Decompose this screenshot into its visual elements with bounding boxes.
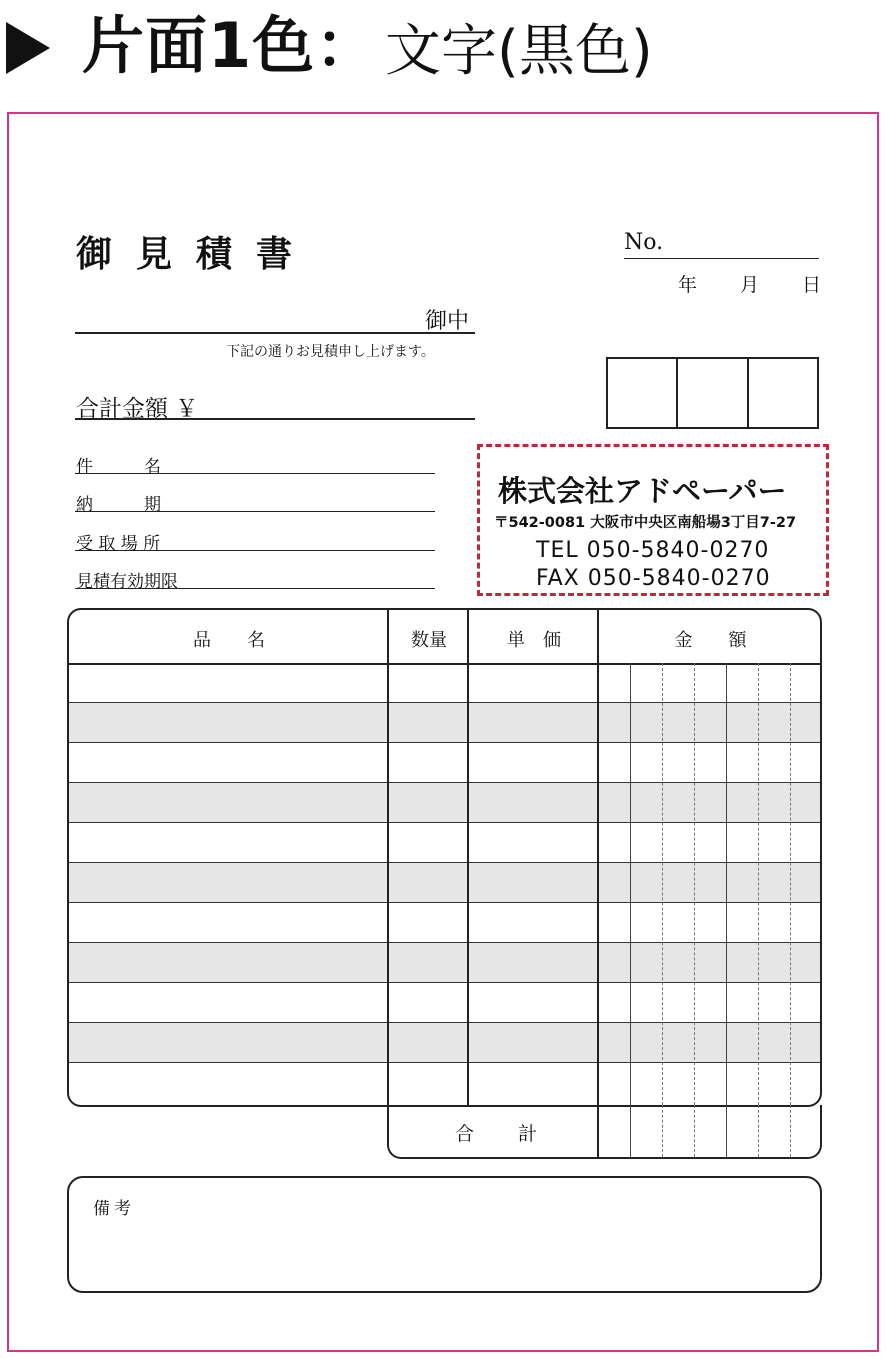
company-address: 〒542-0081 大阪市中央区南船場3丁目7-27 — [494, 515, 797, 531]
date-day-label: 日 — [802, 274, 822, 296]
digit-divider — [726, 663, 727, 1105]
table-row — [69, 823, 820, 863]
table-row — [69, 903, 820, 943]
table-header — [69, 610, 820, 665]
header-item: 品 名 — [193, 630, 265, 651]
digit-divider — [662, 1105, 663, 1157]
header-unit-price: 単 価 — [507, 630, 561, 651]
digit-divider — [758, 663, 759, 1105]
table-row — [69, 743, 820, 783]
total-amount-label: 合計金額 ￥ — [76, 396, 199, 422]
column-divider — [387, 610, 389, 1105]
intro-note: 下記の通りお見積申し上げます。 — [226, 344, 435, 360]
column-divider — [597, 610, 599, 1105]
digit-divider — [630, 1105, 631, 1157]
table-row — [69, 783, 820, 823]
items-table — [67, 608, 822, 1107]
table-row — [69, 1063, 820, 1103]
header-qty: 数量 — [411, 630, 447, 651]
column-divider — [597, 1105, 599, 1157]
digit-divider — [790, 663, 791, 1105]
document-title: 御見積書 — [76, 233, 317, 275]
remarks-box — [67, 1176, 822, 1293]
total-amount-line — [75, 418, 475, 420]
field-subject: 件 名 — [76, 457, 161, 477]
field-line — [75, 473, 435, 474]
company-info-box — [477, 444, 829, 596]
page-subheading: 文字(黒色) — [385, 19, 653, 84]
digit-divider — [726, 1105, 727, 1157]
header-amount: 金 額 — [674, 630, 747, 651]
digit-divider — [694, 663, 695, 1105]
play-arrow-icon — [6, 22, 50, 74]
number-line — [624, 258, 819, 259]
company-tel: TEL 050-5840-0270 — [536, 538, 770, 563]
stamp-cell — [678, 359, 748, 427]
company-name: 株式会社アドペーパー — [498, 474, 787, 508]
total-row — [387, 1105, 822, 1159]
digit-divider — [694, 1105, 695, 1157]
page-heading: 片面1色： — [82, 9, 379, 82]
company-fax: FAX 050-5840-0270 — [536, 566, 771, 591]
column-divider — [467, 610, 469, 1105]
date-year-label: 年 — [678, 274, 698, 296]
field-line — [75, 550, 435, 551]
total-label: 合計 — [455, 1123, 582, 1145]
digit-divider — [790, 1105, 791, 1157]
table-row — [69, 1023, 820, 1063]
stamp-cell — [749, 359, 817, 427]
field-validity: 見積有効期限 — [76, 572, 178, 592]
stamp-boxes — [606, 357, 819, 429]
digit-divider — [758, 1105, 759, 1157]
number-label: No. — [624, 230, 664, 255]
field-line — [75, 588, 435, 589]
field-delivery: 納 期 — [76, 495, 161, 515]
table-row — [69, 943, 820, 983]
table-row — [69, 703, 820, 743]
table-row — [69, 863, 820, 903]
remarks-label: 備考 — [93, 1199, 135, 1219]
field-line — [75, 511, 435, 512]
date-month-label: 月 — [740, 274, 760, 296]
recipient-suffix: 御中 — [425, 309, 470, 334]
table-row — [69, 983, 820, 1023]
recipient-line — [75, 332, 475, 334]
stamp-cell — [608, 359, 678, 427]
digit-divider — [630, 663, 631, 1105]
field-place: 受 取 場 所 — [76, 534, 161, 554]
digit-divider — [662, 663, 663, 1105]
table-row — [69, 663, 820, 703]
